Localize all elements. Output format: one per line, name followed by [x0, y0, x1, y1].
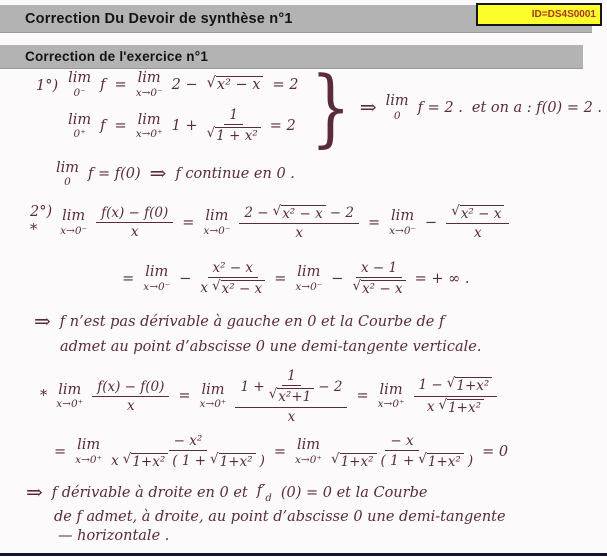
limit-subscript: 0⁻ — [73, 86, 86, 99]
grouping-brace: } — [311, 70, 352, 156]
numerator — [235, 369, 347, 408]
limit-subscript: x→0⁻ — [60, 224, 88, 237]
limit — [295, 438, 322, 465]
sub-base: f′ — [256, 482, 266, 499]
math-text: 2 − — [171, 76, 198, 93]
limit-word: lim — [296, 437, 320, 454]
limit-word: lim — [297, 264, 321, 281]
radicand: 1+x² — [427, 453, 464, 470]
math-line-right-derivative-1 — [40, 369, 607, 424]
math-text: f dérivable à droite en 0 et — [51, 485, 248, 502]
fraction — [92, 380, 169, 413]
limit-subscript: x→0⁻ — [203, 224, 231, 237]
radicand: x² − x — [281, 205, 326, 222]
numerator — [96, 206, 173, 223]
math-text: − — [331, 270, 344, 287]
math-text: = + ∞ . — [414, 270, 470, 287]
square-root — [207, 76, 264, 94]
radical-sign: √ — [206, 125, 216, 142]
section-2-label — [30, 203, 52, 239]
math-text: ) — [467, 453, 474, 470]
math-text: = — [114, 76, 127, 93]
square-root — [418, 450, 464, 470]
numerator — [224, 108, 243, 125]
fraction — [200, 261, 265, 297]
math-text: f(x) − f(0) — [101, 204, 169, 221]
radicand: 1+x² — [447, 399, 484, 416]
limit — [203, 209, 230, 236]
radicand: x² − x — [361, 280, 406, 297]
radical-sign: √ — [418, 450, 427, 467]
limit-word: lim — [137, 70, 161, 87]
conclusion-right-1 — [26, 480, 607, 505]
radical-sign: √ — [206, 74, 216, 91]
radical-sign: √ — [272, 202, 282, 219]
math-line-right-derivative-2 — [54, 434, 607, 470]
fraction — [111, 434, 265, 470]
handwritten-content — [0, 70, 607, 551]
radicand: 1+x² — [340, 453, 377, 470]
math-text: 1 — [229, 107, 238, 124]
square-root — [446, 374, 493, 394]
limit-subscript: x→0⁺ — [295, 453, 322, 466]
math-text: f — [100, 118, 106, 135]
radical-sign: √ — [438, 396, 448, 413]
limit — [68, 71, 91, 98]
square-root — [451, 202, 504, 222]
fraction — [239, 202, 359, 242]
radical-sign: √ — [122, 450, 132, 467]
limit-word: lim — [205, 208, 229, 225]
denominator — [427, 397, 484, 416]
square-root — [272, 202, 326, 222]
limit-word: lim — [62, 208, 86, 225]
numerator — [414, 374, 498, 397]
math-text: − 2 — [329, 204, 354, 221]
numerator — [169, 434, 208, 451]
numerator — [356, 261, 402, 278]
fraction — [207, 108, 261, 144]
denominator — [111, 451, 265, 470]
math-text: 1 + — [240, 378, 265, 395]
numerator — [92, 380, 169, 397]
math-text: (0) = 0 et la Courbe — [280, 485, 428, 502]
numerator — [208, 261, 259, 278]
math-text: − — [425, 214, 438, 231]
radical-sign: √ — [352, 277, 362, 294]
limit-word: lim — [385, 93, 409, 110]
left-case-star: * — [30, 221, 38, 238]
section-2-equations — [60, 202, 509, 297]
math-text: f(x) − f(0) — [97, 378, 165, 395]
square-root — [268, 385, 315, 405]
limit — [143, 265, 170, 292]
math-text: = — [54, 443, 67, 460]
fraction — [96, 206, 173, 239]
numerator — [239, 202, 359, 225]
limit-word: lim — [137, 111, 161, 128]
limit-word: lim — [68, 111, 92, 128]
limit-subscript: x→0⁺ — [56, 398, 84, 411]
radicand: x² − x — [460, 205, 505, 222]
square-root — [330, 450, 377, 470]
limit-word: lim — [391, 208, 415, 225]
math-text: f — [100, 76, 106, 93]
denominator — [474, 224, 482, 240]
limit-word: lim — [68, 70, 92, 87]
page-title: Correction Du Devoir de synthèse n°1 — [25, 10, 293, 27]
math-text: = — [182, 214, 195, 231]
conclusion-right-3: — horizontale . — [58, 527, 170, 544]
implies-arrow: ⇒ — [34, 308, 51, 333]
radical-sign: √ — [212, 277, 221, 294]
implies-arrow: ⇒ — [149, 161, 167, 186]
limit-subscript: x→0⁺ — [135, 128, 163, 141]
limit — [75, 438, 102, 465]
limit-subscript: x→0⁺ — [75, 453, 103, 466]
limit — [200, 383, 227, 410]
math-text: 1 — [287, 367, 296, 384]
math-text: = 0 — [482, 443, 509, 460]
math-text: x — [473, 225, 482, 242]
radicand: 1+x² — [131, 453, 168, 470]
fraction — [235, 369, 347, 424]
limit-subscript: x→0⁻ — [389, 224, 417, 237]
radicand: 1+x² — [219, 453, 256, 470]
limit — [386, 94, 409, 121]
math-text: x — [111, 453, 119, 470]
id-badge: ID=DS4S0001 — [476, 3, 602, 26]
math-text: ( 1 + — [172, 453, 207, 470]
limit-subscript: 0 — [393, 109, 401, 122]
math-text: * — [40, 388, 48, 405]
section-1-equations — [68, 71, 298, 144]
math-text: x² − x — [212, 259, 254, 276]
math-text: = — [274, 270, 287, 287]
limit — [68, 113, 91, 140]
limit — [60, 209, 87, 236]
section-2 — [30, 202, 607, 297]
limit-subscript: 0⁺ — [73, 128, 86, 141]
limit-word: lim — [145, 264, 169, 281]
subheader-bar — [0, 45, 583, 68]
math-line-continuity — [56, 161, 607, 188]
bottom-scan-edge — [0, 553, 607, 556]
denominator — [331, 451, 473, 470]
math-text: 1 − — [418, 377, 443, 394]
math-text: x — [130, 224, 139, 241]
math-text: ) — [259, 453, 265, 470]
limit-word: lim — [201, 381, 225, 398]
radicand: 1+x² — [455, 377, 492, 394]
math-text: = 2 — [269, 118, 296, 135]
math-text: − x — [390, 432, 414, 449]
section-1 — [36, 70, 607, 156]
denominator — [131, 223, 139, 239]
math-text: x — [200, 280, 209, 297]
conclusion-left-2: admet au point d’abscisse 0 une demi-tangente verticale. — [60, 338, 482, 355]
section-1-label: 1°) — [36, 78, 59, 94]
math-text: = — [273, 443, 287, 460]
limit — [56, 383, 83, 410]
numerator — [282, 369, 301, 386]
denominator — [200, 278, 265, 297]
denominator — [295, 224, 303, 240]
limit — [378, 383, 405, 410]
square-root — [207, 127, 261, 144]
math-text: f continue en 0 . — [175, 166, 295, 183]
implies-arrow: ⇒ — [359, 94, 377, 119]
math-text: − 2 — [318, 378, 343, 395]
conclusion-left-1 — [34, 308, 607, 333]
math-text: 1 + — [171, 118, 198, 135]
math-text: x − 1 — [360, 259, 398, 276]
math-text: = — [367, 214, 381, 231]
limit — [136, 71, 163, 98]
numerator — [446, 202, 509, 225]
limit-subscript: x→0⁺ — [377, 398, 405, 411]
fraction — [352, 261, 405, 297]
subheader-title: Correction de l'exercice n°1 — [25, 49, 209, 64]
numerator — [385, 434, 418, 451]
math-text: x — [426, 399, 435, 416]
limit — [56, 161, 79, 188]
conclusion-right-2: de f admet, à droite, au point d’abscisse 0 une demi-tangente — [54, 508, 506, 525]
limit-word: lim — [77, 437, 101, 454]
fraction — [331, 434, 473, 470]
math-line-limit-conclusion — [360, 94, 602, 121]
denominator — [127, 397, 135, 413]
limit — [295, 265, 322, 292]
math-line-left-derivative-1 — [60, 202, 509, 242]
fraction — [414, 374, 498, 416]
radical-sign: √ — [268, 385, 278, 402]
math-text: 2 − — [244, 204, 269, 221]
limit — [136, 113, 163, 140]
radical-sign: √ — [210, 450, 219, 467]
math-text: = — [178, 388, 191, 405]
math-line-left-derivative-2 — [122, 261, 509, 297]
denominator — [269, 386, 315, 405]
radical-sign: √ — [446, 374, 456, 391]
square-root — [438, 396, 484, 416]
math-text: f = f(0) — [88, 166, 141, 183]
radicand: x² − x — [221, 280, 266, 297]
denominator — [352, 278, 405, 297]
math-text: f n’est pas dérivable à gauche en 0 et la Courbe de f — [59, 313, 445, 330]
radical-sign: √ — [330, 450, 340, 467]
math-text: = — [122, 270, 135, 287]
fraction — [446, 202, 509, 242]
math-text: = — [356, 388, 369, 405]
fraction — [269, 369, 315, 405]
limit-word: lim — [56, 159, 80, 176]
limit-subscript: 0 — [64, 176, 71, 189]
sub-expression — [257, 483, 272, 504]
math-text: x — [126, 397, 135, 414]
square-root — [210, 450, 256, 470]
limit — [389, 209, 416, 236]
square-root — [212, 277, 265, 297]
math-line-limit-right — [68, 108, 298, 144]
square-root — [122, 450, 169, 470]
limit-subscript: x→0⁺ — [199, 398, 227, 411]
square-root — [352, 277, 405, 297]
denominator — [207, 125, 261, 144]
math-text: ( 1 + — [380, 453, 415, 470]
limit-word: lim — [379, 381, 403, 398]
limit-subscript: x→0⁻ — [135, 86, 163, 99]
math-text: − — [179, 270, 192, 287]
math-text: = — [114, 118, 127, 135]
radicand: 1 + x² — [215, 127, 261, 144]
math-text: f = 2 . — [417, 99, 463, 116]
limit-subscript: x→0⁻ — [295, 280, 323, 293]
section-2-number: 2°) — [30, 203, 53, 220]
subscript: d — [265, 492, 272, 504]
radicand: x² − x — [216, 76, 264, 94]
limit-subscript: x→0⁻ — [143, 280, 171, 293]
denominator — [288, 408, 296, 424]
radicand: x²+1 — [277, 388, 314, 405]
implies-arrow: ⇒ — [26, 480, 43, 505]
radical-sign: √ — [451, 202, 460, 219]
math-text: x — [287, 408, 296, 425]
math-text: − x² — [173, 432, 203, 449]
math-text: = 2 — [272, 76, 299, 93]
limit-word: lim — [58, 381, 82, 398]
math-text: et on a : f(0) = 2 . — [471, 99, 603, 116]
math-text: x — [295, 225, 303, 242]
math-line-limit-left — [68, 71, 298, 98]
